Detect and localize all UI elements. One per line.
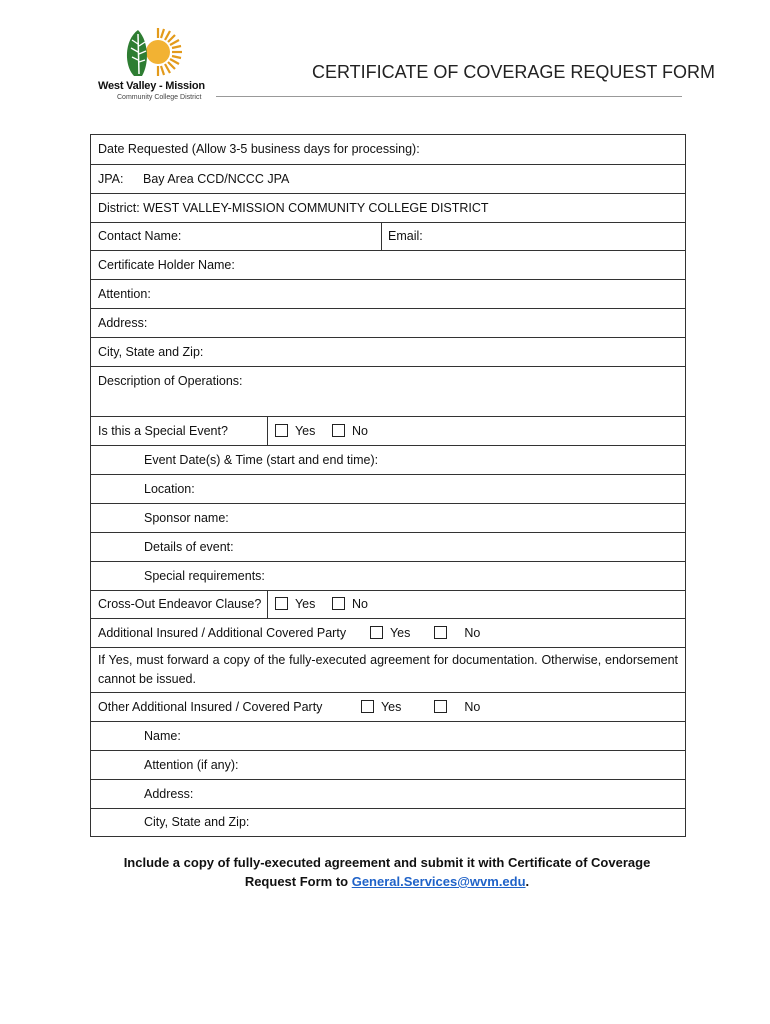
if-yes-note: If Yes, must forward a copy of the fully-executed agreement for documentation. Otherwise, endorsement cannot be issued. xyxy=(98,653,678,686)
checkbox-icon[interactable] xyxy=(361,700,374,713)
row-location[interactable] xyxy=(91,474,685,503)
event-dates-label: Event Date(s) & Time (start and end time): xyxy=(144,453,379,467)
jpa-value: Bay Area CCD/NCCC JPA xyxy=(143,172,290,186)
row-district xyxy=(91,193,685,222)
logo-name: West Valley - Mission xyxy=(98,80,205,92)
row-special-requirements[interactable] xyxy=(91,561,685,590)
row-other-additional xyxy=(91,692,685,721)
other-additional-label: Other Additional Insured / Covered Party xyxy=(98,700,323,714)
additional-insured-label: Additional Insured / Additional Covered Party xyxy=(98,626,347,640)
row-details[interactable] xyxy=(91,532,685,561)
row-other-city[interactable] xyxy=(91,808,685,836)
row-attention[interactable] xyxy=(91,279,685,308)
other-city-label: City, State and Zip: xyxy=(144,815,250,829)
row-address[interactable] xyxy=(91,308,685,337)
checkbox-icon[interactable] xyxy=(332,424,345,437)
checkbox-icon[interactable] xyxy=(275,597,288,610)
row-jpa xyxy=(91,164,685,193)
row-date-requested[interactable] xyxy=(91,135,685,164)
other-additional-no[interactable]: No xyxy=(434,700,480,714)
other-address-label: Address: xyxy=(144,787,194,801)
special-event-no[interactable]: No xyxy=(332,424,368,438)
other-additional-yes[interactable]: Yes xyxy=(361,700,401,714)
city-state-zip-label: City, State and Zip: xyxy=(98,345,204,359)
location-label: Location: xyxy=(144,482,195,496)
row-other-name[interactable] xyxy=(91,721,685,750)
district-label: District: WEST VALLEY-MISSION COMMUNITY COLLEGE DISTRICT xyxy=(98,201,489,215)
sponsor-label: Sponsor name: xyxy=(144,511,229,525)
row-sponsor[interactable] xyxy=(91,503,685,532)
page-title: CERTIFICATE OF COVERAGE REQUEST FORM xyxy=(312,62,716,82)
email-link[interactable]: General.Services@wvm.edu xyxy=(351,874,526,889)
column-divider xyxy=(267,591,268,618)
address-label: Address: xyxy=(98,316,148,330)
description-label: Description of Operations: xyxy=(98,374,243,388)
footer-instructions xyxy=(90,853,684,891)
footer-line2: Request Form to General.Services@wvm.edu. xyxy=(244,874,530,889)
checkbox-icon[interactable] xyxy=(434,626,447,639)
logo-subtitle: Community College District xyxy=(117,94,202,101)
cross-out-yes[interactable]: Yes xyxy=(275,597,315,611)
special-event-label: Is this a Special Event? xyxy=(98,424,228,438)
row-special-event xyxy=(91,416,685,445)
contact-name-label[interactable]: Contact Name: xyxy=(98,229,182,243)
title-divider xyxy=(216,96,682,97)
additional-insured-yes[interactable]: Yes xyxy=(370,626,410,640)
additional-insured-no[interactable]: No xyxy=(434,626,480,640)
column-divider xyxy=(267,417,268,445)
row-event-dates[interactable] xyxy=(91,445,685,474)
other-name-label: Name: xyxy=(144,729,181,743)
logo-mark-icon xyxy=(96,26,216,86)
cross-out-label: Cross-Out Endeavor Clause? xyxy=(98,597,262,611)
email-label[interactable]: Email: xyxy=(388,229,423,243)
row-cross-out xyxy=(91,590,685,618)
other-attention-label: Attention (if any): xyxy=(144,758,239,772)
details-label: Details of event: xyxy=(144,540,234,554)
checkbox-icon[interactable] xyxy=(275,424,288,437)
checkbox-icon[interactable] xyxy=(434,700,447,713)
row-other-address[interactable] xyxy=(91,779,685,808)
checkbox-icon[interactable] xyxy=(332,597,345,610)
attention-label: Attention: xyxy=(98,287,151,301)
checkbox-icon[interactable] xyxy=(370,626,383,639)
row-contact xyxy=(91,222,685,250)
row-description[interactable] xyxy=(91,366,685,416)
cross-out-no[interactable]: No xyxy=(332,597,368,611)
coverage-form xyxy=(90,134,686,837)
row-additional-insured xyxy=(91,618,685,647)
row-if-yes-note xyxy=(91,647,685,692)
certificate-holder-label: Certificate Holder Name: xyxy=(98,258,235,272)
row-other-attention[interactable] xyxy=(91,750,685,779)
special-event-yes[interactable]: Yes xyxy=(275,424,315,438)
row-certificate-holder[interactable] xyxy=(91,250,685,279)
column-divider xyxy=(381,223,382,250)
date-requested-label: Date Requested (Allow 3-5 business days for processing): xyxy=(98,142,420,156)
row-city-state-zip[interactable] xyxy=(91,337,685,366)
footer-line1: Include a copy of fully-executed agreement and submit it with Certificate of Coverage xyxy=(123,855,651,870)
jpa-label: JPA: xyxy=(98,172,124,186)
special-requirements-label: Special requirements: xyxy=(144,569,265,583)
